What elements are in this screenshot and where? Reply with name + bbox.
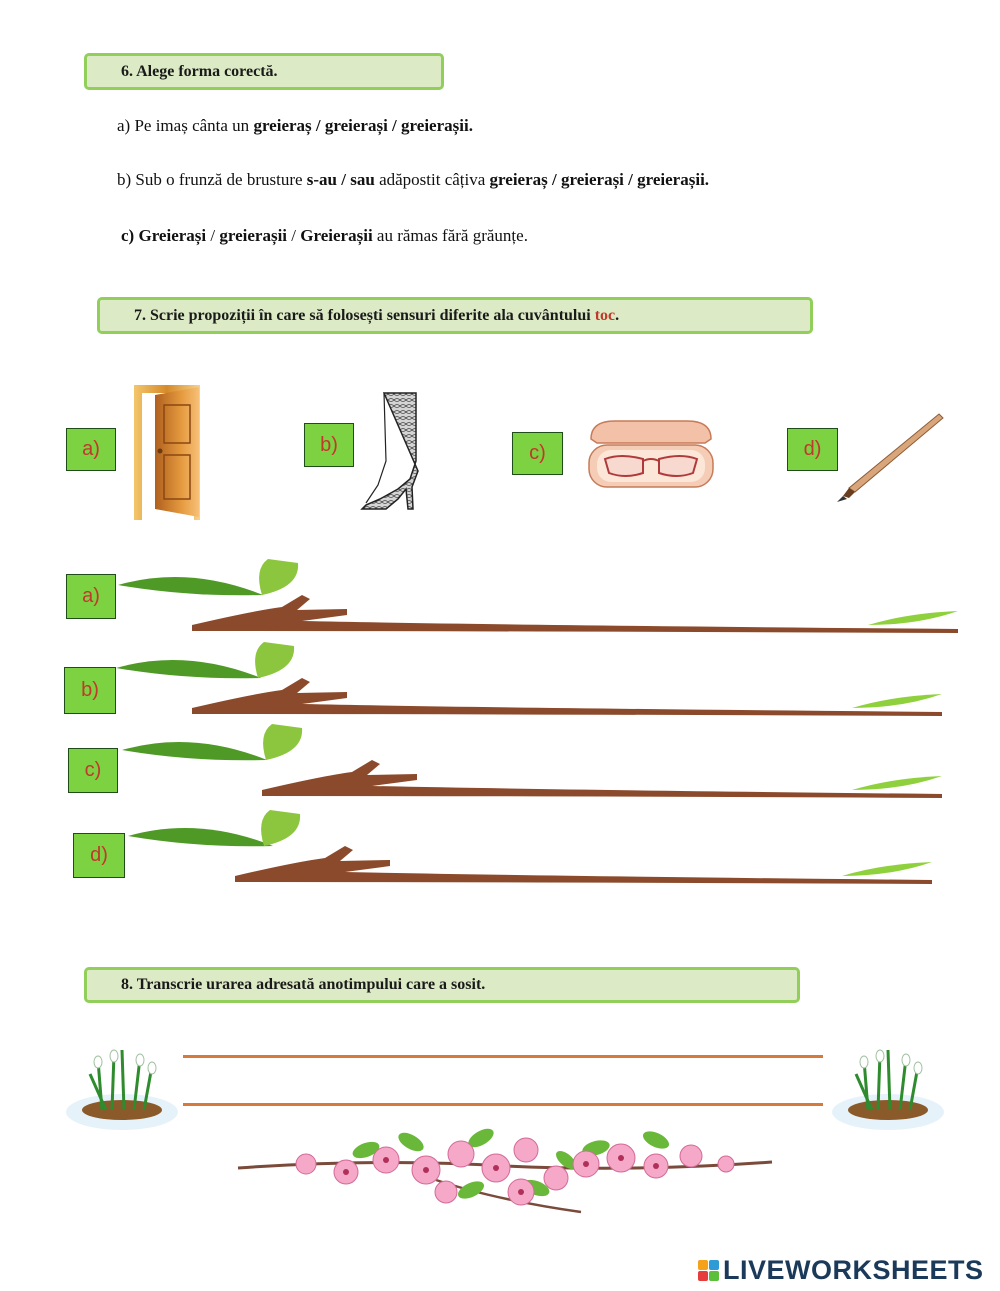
answer-branch-c[interactable]	[0, 720, 1000, 810]
liveworksheets-logo-icon	[698, 1260, 719, 1281]
liveworksheets-brand-text: LIVEWORKSHEETS	[723, 1255, 984, 1285]
picture-label-a[interactable]: a)	[66, 428, 116, 471]
exercise-8-header	[84, 967, 800, 1003]
answer-branch-d[interactable]	[0, 806, 1000, 896]
answer-label-c[interactable]: c)	[68, 748, 118, 793]
exercise-8-title: 8. Transcrie urarea adresată anotimpului care a sosit.	[121, 976, 486, 993]
choice-c-1[interactable]: Greierași	[138, 226, 207, 245]
picture-label-c[interactable]: c)	[512, 432, 563, 475]
snowdrop-left-icon	[62, 1040, 182, 1135]
choice-c-3[interactable]: Greierașii	[300, 226, 373, 245]
choice-b-2[interactable]: greieraș / greierași / greierașii	[489, 170, 705, 189]
exercise-7-title: 7. Scrie propoziții în care să folosești sensuri diferite ala cuvântului toc.	[134, 306, 620, 324]
picture-label-d[interactable]: d)	[787, 428, 838, 471]
blossom-branch-icon	[236, 1120, 776, 1215]
writing-line-2[interactable]	[183, 1103, 823, 1106]
exercise-6-sentence-c: c) Greierași / greierașii / Greierașii au rămas fără grăunțe.	[121, 226, 528, 245]
liveworksheets-logo	[698, 1255, 984, 1286]
choice-b-1[interactable]: s-au / sau	[306, 170, 375, 189]
door-icon	[131, 383, 203, 522]
answer-label-d[interactable]: d)	[73, 833, 125, 878]
boot-icon	[358, 391, 428, 513]
exercise-7-header	[97, 297, 813, 334]
exercise-6-sentence-b: b) Sub o frunză de brusture s-au / sau adăpostit câțiva greieraș / greierași / greierașii.	[117, 170, 710, 189]
answer-label-b[interactable]: b)	[64, 667, 116, 714]
glasses-case-icon	[585, 417, 717, 492]
snowdrop-right-icon	[828, 1040, 950, 1135]
pen-icon	[835, 410, 945, 505]
answer-label-a[interactable]: a)	[66, 574, 116, 619]
exercise-6-header	[84, 53, 444, 90]
exercise-6-title: 6. Alege forma corectă.	[121, 62, 278, 80]
picture-label-b[interactable]: b)	[304, 423, 354, 467]
answer-branch-a[interactable]	[0, 555, 1000, 645]
exercise-6-sentence-a: a) Pe imaș cânta un greieraș / greierași / greierașii.	[117, 116, 473, 135]
writing-line-1[interactable]	[183, 1055, 823, 1058]
answer-branch-b[interactable]	[0, 638, 1000, 728]
choice-c-2[interactable]: greierașii	[219, 226, 288, 245]
choice-a[interactable]: greieraș / greierași / greierașii	[253, 116, 469, 135]
